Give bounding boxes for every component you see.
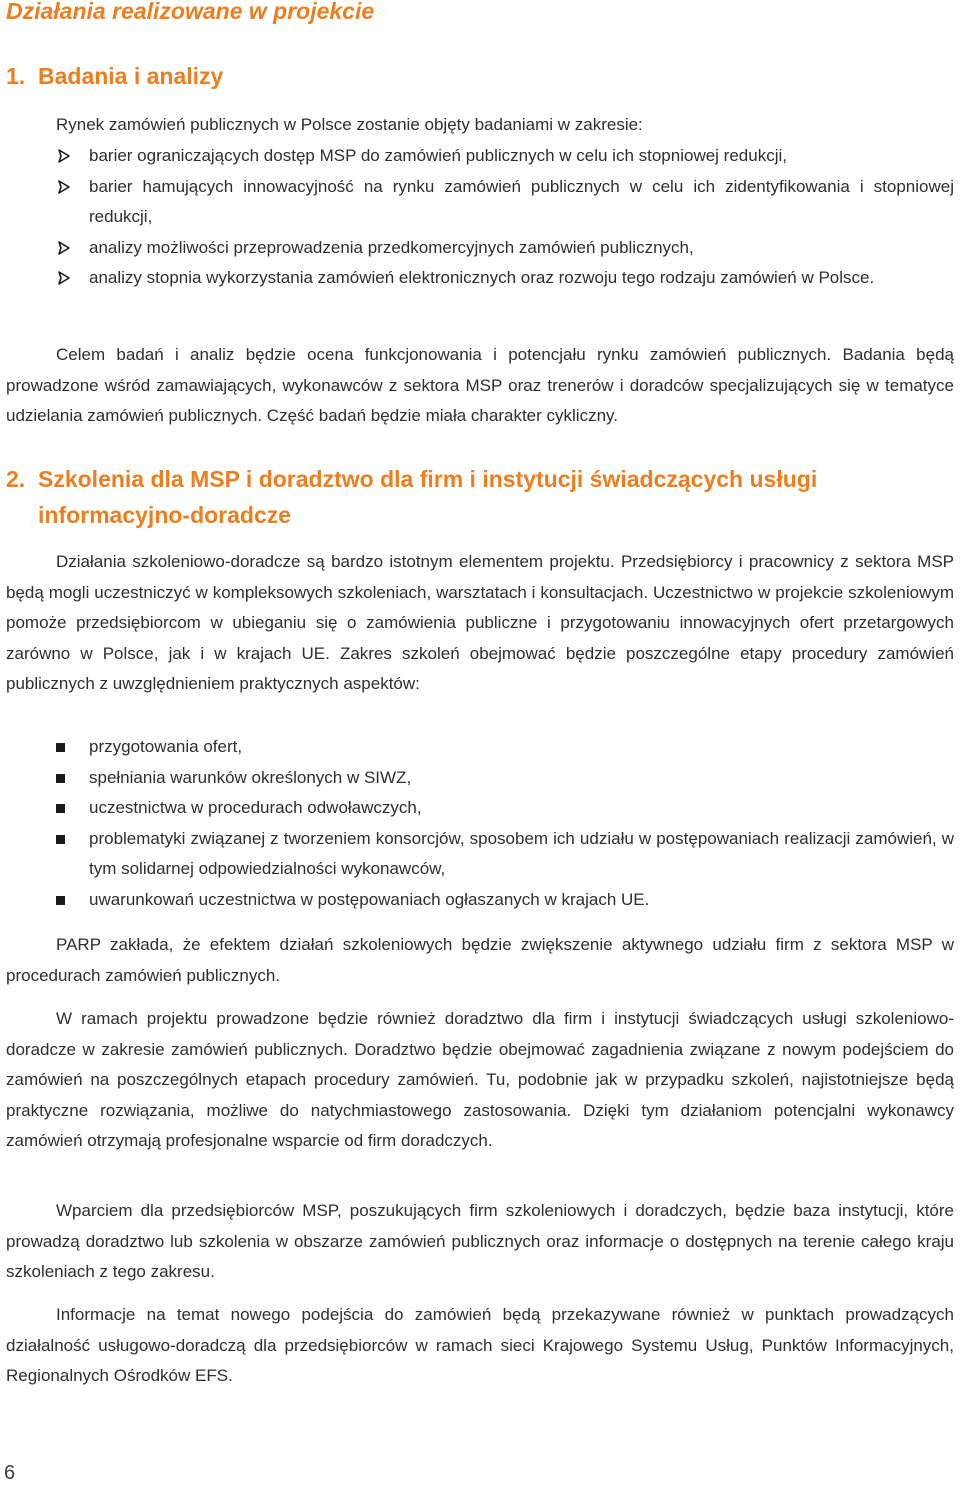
arrow-bullet-icon [56,263,72,304]
section-2-paragraph-1: Działania szkoleniowo-doradcze są bardzo istotnym elementem projektu. Przedsiębiorcy i pracownicy z sektora MSP będą mogli uczestniczyć w kompleksowych szkoleniach, warsztatach i konsultacjach. Uczestnictwo w projekcie szkoleniowym pomoże przedsiębiorcom w ubieganiu się o zamówienia publiczne i przygotowaniu innowacyjnych ofert przetargowych zarówno w Polsce, jak i w krajach UE. Zakres szkoleń obejmować będzie poszczególne etapy procedury zamówień publicznych z uwzględnieniem praktycznych aspektów: [6,552,954,694]
list-item-text: przygotowania ofert, [89,737,243,756]
square-bullet-icon [56,824,65,855]
page-number: 6 [4,1462,16,1484]
page-title: Działania realizowane w projekcie [6,0,375,24]
list-item-text: barier ograniczających dostęp MSP do zamówień publicznych w celu ich stopniowej redukcji, [89,146,787,165]
list-item [56,824,954,885]
arrow-bullet-icon [56,172,72,213]
list-item [56,885,954,916]
square-bullet-icon [56,763,65,794]
list-item [56,793,954,824]
section-2-title: Szkolenia dla MSP i doradztwo dla firm i instytucji świadczących usługi informacyjno-doradcze [38,466,818,528]
list-item [56,172,954,233]
list-item-text: uczestnictwa w procedurach odwoławczych, [89,798,422,818]
section-1-number: 1. [6,63,26,89]
list-item-text: barier hamujących innowacyjność na rynku zamówień publicznych w celu ich zidentyfikowania i stopniowej redukcji, [89,176,954,227]
section-1-heading [6,58,918,94]
list-item-text: uwarunkowań uczestnictwa w postępowaniach ogłaszanych w krajach UE. [89,889,650,909]
section-1-intro: Rynek zamówień publicznych w Polsce zostanie objęty badaniami w zakresie: [56,115,643,134]
section-2-paragraph-5: Informacje na temat nowego podejścia do zamówień będą przekazywane również w punktach prowadzących działalność usługowo-doradczą dla przedsiębiorców w ramach sieci Krajowego Systemu Usług, Punktów Informacyjnych, Regionalnych Ośrodków EFS. [6,1305,954,1386]
list-item [56,233,954,264]
list-item-text: analizy możliwości przeprowadzenia przedkomercyjnych zamówień publicznych, [89,237,694,257]
square-bullet-icon [56,793,65,824]
section-1-paragraph: Celem badań i analiz będzie ocena funkcjonowania i potencjału rynku zamówień publicznych. Badania będą prowadzone wśród zamawiających, wykonawców z sektora MSP oraz trenerów i doradców specjalizujących się w tematyce udzielania zamówień publicznych. Część badań będzie miała charakter cykliczny. [6,345,954,426]
list-item-text: spełniania warunków określonych w SIWZ, [89,767,412,787]
section-2-heading [6,461,918,533]
list-item [56,141,954,172]
section-2-list [56,732,954,916]
list-item-text: analizy stopnia wykorzystania zamówień elektronicznych oraz rozwoju tego rodzaju zamówień w Polsce. [89,268,875,288]
section-1-title: Badania i analizy [38,63,224,89]
list-item [56,763,954,794]
section-2-paragraph-4: Wparciem dla przedsiębiorców MSP, poszukujących firm szkoleniowych i doradczych, będzie baza instytucji, które prowadzą doradztwo lub szkolenia w obszarze zamówień publicznych oraz informacje o dostępnych na terenie całego kraju szkoleniach z tego zakresu. [6,1201,954,1282]
section-2-number: 2. [6,466,26,492]
square-bullet-icon [56,732,65,763]
square-bullet-icon [56,885,65,916]
list-item-text: problematyki związanej z tworzeniem konsorcjów, sposobem ich udziału w postępowaniach realizacji zamówień, w tym solidarnej odpowiedzialności wykonawców, [89,828,954,879]
section-1-list [56,141,954,294]
list-item [56,263,954,294]
section-2-paragraph-3: W ramach projektu prowadzone będzie również doradztwo dla firm i instytucji świadczących usługi szkoleniowo-doradcze w zakresie zamówień publicznych. Doradztwo będzie obejmować zagadnienia związane z nowym podejściem do zamówień na poszczególnych etapach procedury zamówień. Tu, podobnie jak w przypadku szkoleń, najistotniejsze będą praktyczne rozwiązania, możliwe do natychmiastowego zastosowania. Dzięki tym działaniom potencjalni wykonawcy zamówień otrzymają profesjonalne wsparcie od firm doradczych. [6,1009,954,1151]
list-item [56,732,954,763]
section-2-paragraph-2: PARP zakłada, że efektem działań szkoleniowych będzie zwiększenie aktywnego udziału firm z sektora MSP w procedurach zamówień publicznych. [6,935,954,985]
